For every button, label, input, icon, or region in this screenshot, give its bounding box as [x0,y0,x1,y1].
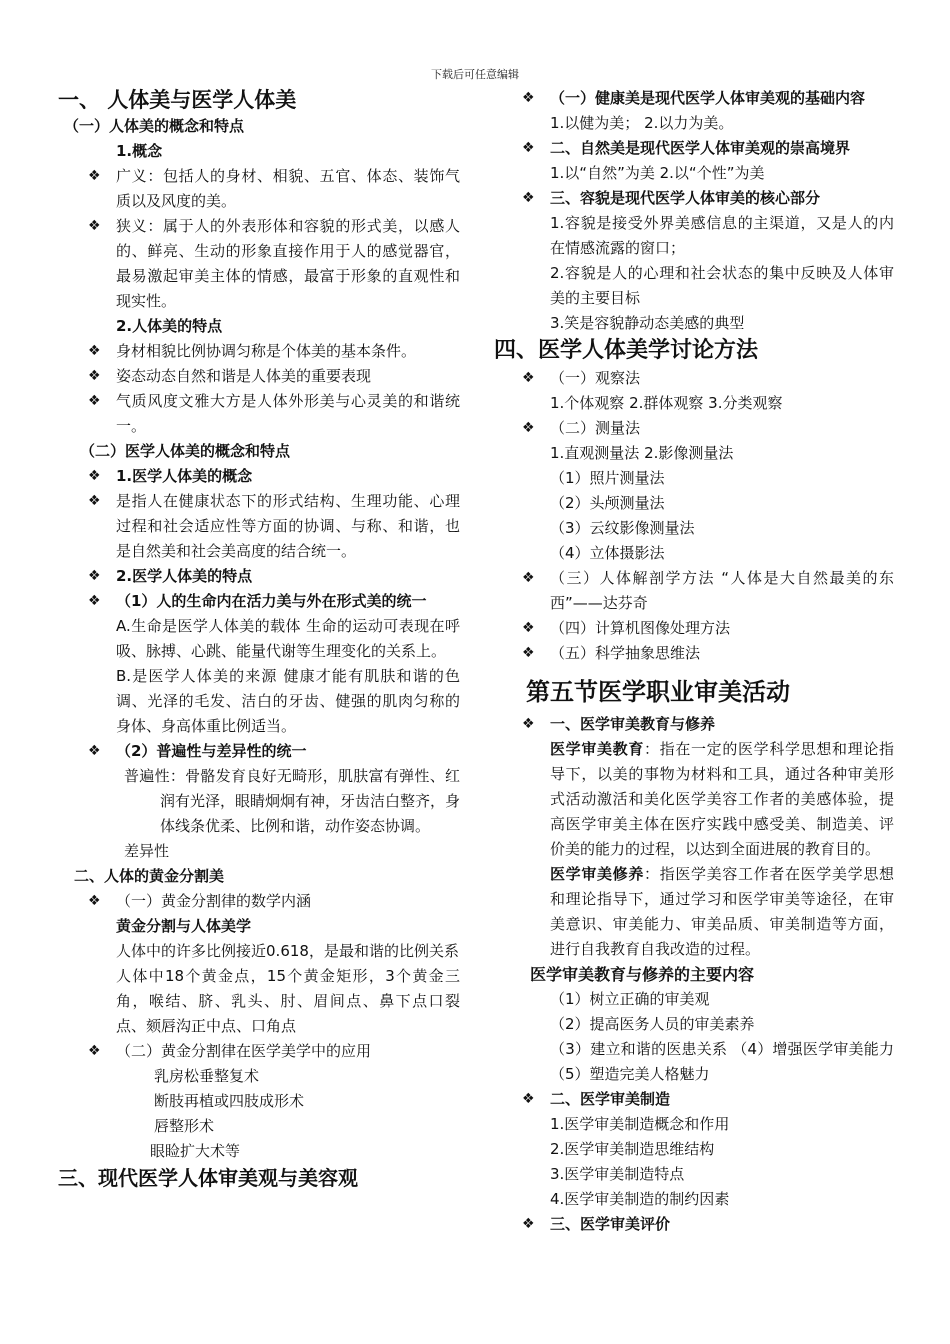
paragraph: 1.以健为美； 2.以力为美。 [550,114,734,132]
subsection-heading: （二）医学人体美的概念和特点 [80,442,291,460]
list-item: （3）建立和谐的医患关系 （4）增强医学审美能力 （5）塑造完美人格魅力 [550,1040,894,1083]
diamond-bullet-icon: ❖ [522,570,535,586]
section-title-5: 第五节医学职业审美活动 [526,678,790,706]
diamond-bullet-icon: ❖ [88,1043,101,1059]
bullet-paragraph: ❖ 广义：包括人的身材、相貌、五官、体态、装饰气质以及风度的美。 [116,164,460,214]
list-item: 断肢再植或四肢成形术 [154,1092,305,1110]
item-heading: 1.概念 [116,142,163,160]
diamond-bullet-icon: ❖ [88,368,101,384]
bullet-item: ❖ （四）计算机图像处理方法 [550,616,894,641]
diamond-bullet-icon: ❖ [88,468,101,484]
diamond-bullet-icon: ❖ [522,620,535,636]
term-label: 医学审美教育 [550,740,644,758]
bullet-heading: ❖ 1.医学人体美的概念 [116,464,460,489]
paragraph: 1.容貌是接受外界美感信息的主渠道，又是人的内在情感流露的窗口； [550,214,894,257]
bullet-paragraph: ❖ 狭义：属于人的外表形体和容貌的形式美，以感人的、鲜亮、生动的形象直接作用于人的感觉器官，最易激起审美主体的情感，最富于形象的直观性和现实性。 [116,214,460,314]
diamond-bullet-icon: ❖ [522,140,535,156]
term-label: 医学审美修养 [550,865,644,883]
diamond-bullet-icon: ❖ [88,893,101,909]
paragraph: A.生命是医学人体美的载体 生命的运动可表现在呼吸、脉搏、心跳、能量代谢等生理变化的关系上。 [116,617,460,660]
bullet-paragraph: ❖ 身材相貌比例协调匀称是个体美的基本条件。 [116,339,460,364]
diamond-bullet-icon: ❖ [522,1216,535,1232]
diamond-bullet-icon: ❖ [88,743,101,759]
diamond-bullet-icon: ❖ [88,168,101,184]
bullet-paragraph: ❖ （二）黄金分割律在医学美学中的应用 [116,1039,460,1064]
bullet-paragraph: ❖ （一）黄金分割律的数学内涵 [116,889,460,914]
paragraph: B.是医学人体美的来源 健康才能有肌肤和谐的色调、光泽的毛发、洁白的牙齿、健强的肌肉匀称的身体、身高体重比例适当。 [116,667,460,735]
list-item: （3）云纹影像测量法 [550,519,695,537]
bullet-heading: ❖ （2）普遍性与差异性的统一 [116,739,460,764]
paragraph: 3.笑是容貌静动态美感的典型 [550,314,745,332]
bullet-heading: ❖ （一）健康美是现代医学人体审美观的基础内容 [550,86,894,111]
bullet-heading: ❖ 2.医学人体美的特点 [116,564,460,589]
paragraph: 人体中的许多比例接近0.618，是最和谐的比例关系 [116,942,459,960]
diamond-bullet-icon: ❖ [88,343,101,359]
paragraph: 差异性 [124,842,170,860]
list-item: （4）立体摄影法 [550,544,665,562]
paragraph: 普遍性：骨骼发育良好无畸形，肌肤富有弹性、红润有光泽，眼睛炯炯有神，牙齿洁白整齐，身体线条优柔、比例和谐，动作姿态协调。 [124,767,461,835]
bullet-heading: ❖ 二、自然美是现代医学人体审美观的崇高境界 [550,136,894,161]
paragraph: 医学审美修养：指医学美容工作者在医学美学思想和理论指导下，通过学习和医学审美等途径，在审美意识、审美能力、审美品质、审美制造等方面，进行自我教育自我改造的过程。 [550,865,894,958]
section-title-1: 一、 人体美与医学人体美 [58,88,297,112]
bullet-heading: ❖ 三、医学审美评价 [550,1212,894,1237]
bullet-item: ❖ （一）观察法 [550,366,894,391]
paragraph: 医学审美教育：指在一定的医学科学思想和理论指导下，以美的事物为材料和工具，通过各种审美形式活动激活和美化医学美容工作者的美感体验，提高医学审美主体在医疗实践中感受美、制造美、评价美的能力的过程，以达到全面进展的教育目的。 [550,740,894,858]
bullet-heading: ❖ 二、医学审美制造 [550,1087,894,1112]
list-item: 3.医学审美制造特点 [550,1165,685,1183]
page-header-note: 下载后可任意编辑 [431,68,519,81]
bullet-paragraph: ❖ （三）人体解剖学方法 “人体是大自然最美的东西”——达芬奇 [550,566,894,616]
subsection-heading: 二、人体的黄金分割美 [74,867,225,885]
bullet-heading: ❖ 一、医学审美教育与修养 [550,712,894,737]
list-item: 4.医学审美制造的制约因素 [550,1190,730,1208]
right-column [494,86,894,1237]
diamond-bullet-icon: ❖ [88,393,101,409]
section-title-3: 三、现代医学人体审美观与美容观 [58,1166,358,1190]
diamond-bullet-icon: ❖ [88,593,101,609]
list-item: （2）提高医务人员的审美素养 [550,1015,755,1033]
list-item: （1）树立正确的审美观 [550,990,710,1008]
list-item: 眼睑扩大术等 [150,1142,241,1160]
list-item: 1.医学审美制造概念和作用 [550,1115,730,1133]
item-heading: 黄金分割与人体美学 [116,917,252,935]
paragraph: 1.以“自然”为美 2.以“个性”为美 [550,164,765,182]
paragraph: 1.直观测量法 2.影像测量法 [550,444,734,462]
list-item: 2.医学审美制造思维结构 [550,1140,715,1158]
diamond-bullet-icon: ❖ [522,190,535,206]
left-column [58,86,460,1192]
list-item: 乳房松垂整复术 [154,1067,260,1085]
bullet-paragraph: ❖ 姿态动态自然和谐是人体美的重要表现 [116,364,460,389]
diamond-bullet-icon: ❖ [522,1091,535,1107]
diamond-bullet-icon: ❖ [88,568,101,584]
list-item: 唇整形术 [154,1117,215,1135]
section-title-4: 四、医学人体美学讨论方法 [494,338,759,363]
subsection-heading: （一）人体美的概念和特点 [64,117,245,135]
list-item: （1）照片测量法 [550,469,665,487]
diamond-bullet-icon: ❖ [522,420,535,436]
bullet-paragraph: ❖ 是指人在健康状态下的形式结构、生理功能、心理过程和社会适应性等方面的协调、与称、和谐，也是自然美和社会美高度的结合统一。 [116,489,460,564]
bullet-heading: ❖ （1）人的生命内在活力美与外在形式美的统一 [116,589,460,614]
item-heading: 医学审美教育与修养的主要内容 [530,965,755,984]
diamond-bullet-icon: ❖ [88,493,101,509]
diamond-bullet-icon: ❖ [522,370,535,386]
diamond-bullet-icon: ❖ [522,90,535,106]
diamond-bullet-icon: ❖ [522,645,535,661]
list-item: （2）头颅测量法 [550,494,665,512]
bullet-item: ❖ （二）测量法 [550,416,894,441]
bullet-paragraph: ❖ 气质风度文雅大方是人体外形美与心灵美的和谐统一。 [116,389,460,439]
paragraph: 2.容貌是人的心理和社会状态的集中反映及人体审美的主要目标 [550,264,894,307]
bullet-heading: ❖ 三、容貌是现代医学人体审美的核心部分 [550,186,894,211]
item-heading: 2.人体美的特点 [116,317,223,335]
paragraph: 1.个体观察 2.群体观察 3.分类观察 [550,394,783,412]
bullet-item: ❖ （五）科学抽象思维法 [550,641,894,666]
paragraph: 人体中18个黄金点，15个黄金矩形，3个黄金三角，喉结、脐、乳头、肘、眉间点、鼻下点口裂点、颏唇沟正中点、口角点 [116,967,460,1035]
diamond-bullet-icon: ❖ [522,716,535,732]
diamond-bullet-icon: ❖ [88,218,101,234]
